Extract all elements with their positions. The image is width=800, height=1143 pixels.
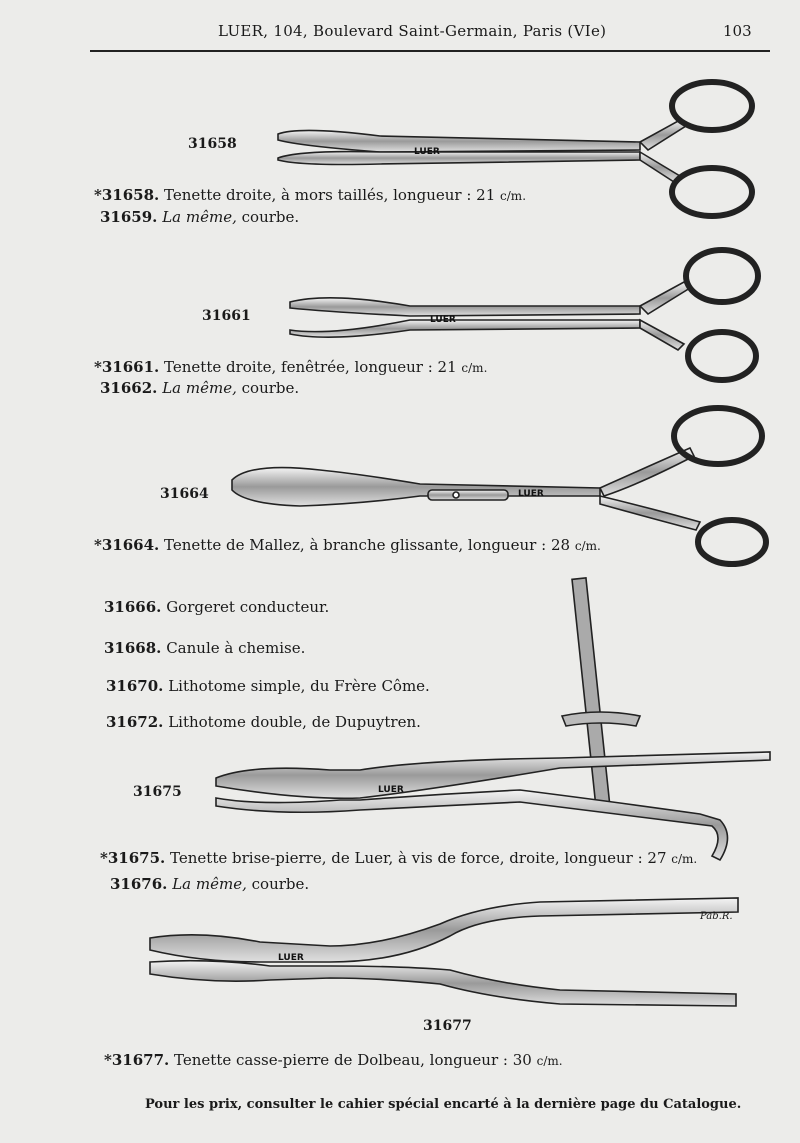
engraving-luer: LUER — [278, 953, 304, 963]
figure-label-31661: 31661 — [202, 308, 251, 324]
figure-label-31664: 31664 — [160, 486, 209, 502]
entry-31670: 31670. Lithotome simple, du Frère Côme. — [106, 677, 430, 695]
engraver-signature: Pab.R. — [700, 911, 733, 922]
header-title: LUER, 104, Boulevard Saint-Germain, Paris (VIe) — [218, 22, 607, 40]
page-number: 103 — [723, 22, 752, 40]
engraving-luer: LUER — [518, 489, 544, 499]
figure-label-31658: 31658 — [188, 136, 237, 152]
entry-31676: 31676. La même, courbe. — [110, 875, 310, 893]
engraving-luer: LUER — [430, 315, 456, 325]
instrument-31677 — [150, 898, 738, 1006]
entry-31666: 31666. Gorgeret conducteur. — [104, 598, 330, 616]
engraving-luer: LUER — [414, 147, 440, 157]
entry-31668: 31668. Canule à chemise. — [104, 639, 306, 657]
entry-31672: 31672. Lithotome double, de Dupuytren. — [106, 713, 421, 731]
entry-31659: 31659. La même, courbe. — [100, 208, 300, 226]
figure-label-31675: 31675 — [133, 784, 182, 800]
footer-note: Pour les prix, consulter le cahier spécial encarté à la dernière page du Catalogue. — [145, 1097, 742, 1112]
engraving-luer: LUER — [378, 785, 404, 795]
entry-31661: *31661. Tenette droite, fenêtrée, longueur : 21 c/m. — [94, 358, 488, 376]
entry-31675: *31675. Tenette brise-pierre, de Luer, à vis de force, droite, longueur : 27 c/m. — [100, 849, 698, 867]
entry-31662: 31662. La même, courbe. — [100, 379, 300, 397]
entry-31677: *31677. Tenette casse-pierre de Dolbeau, longueur : 30 c/m. — [104, 1051, 563, 1069]
figure-label-31677: 31677 — [423, 1018, 472, 1034]
entry-31664: *31664. Tenette de Mallez, à branche glissante, longueur : 28 c/m. — [94, 536, 601, 554]
entry-31658: *31658. Tenette droite, à mors taillés, longueur : 21 c/m. — [94, 186, 527, 204]
